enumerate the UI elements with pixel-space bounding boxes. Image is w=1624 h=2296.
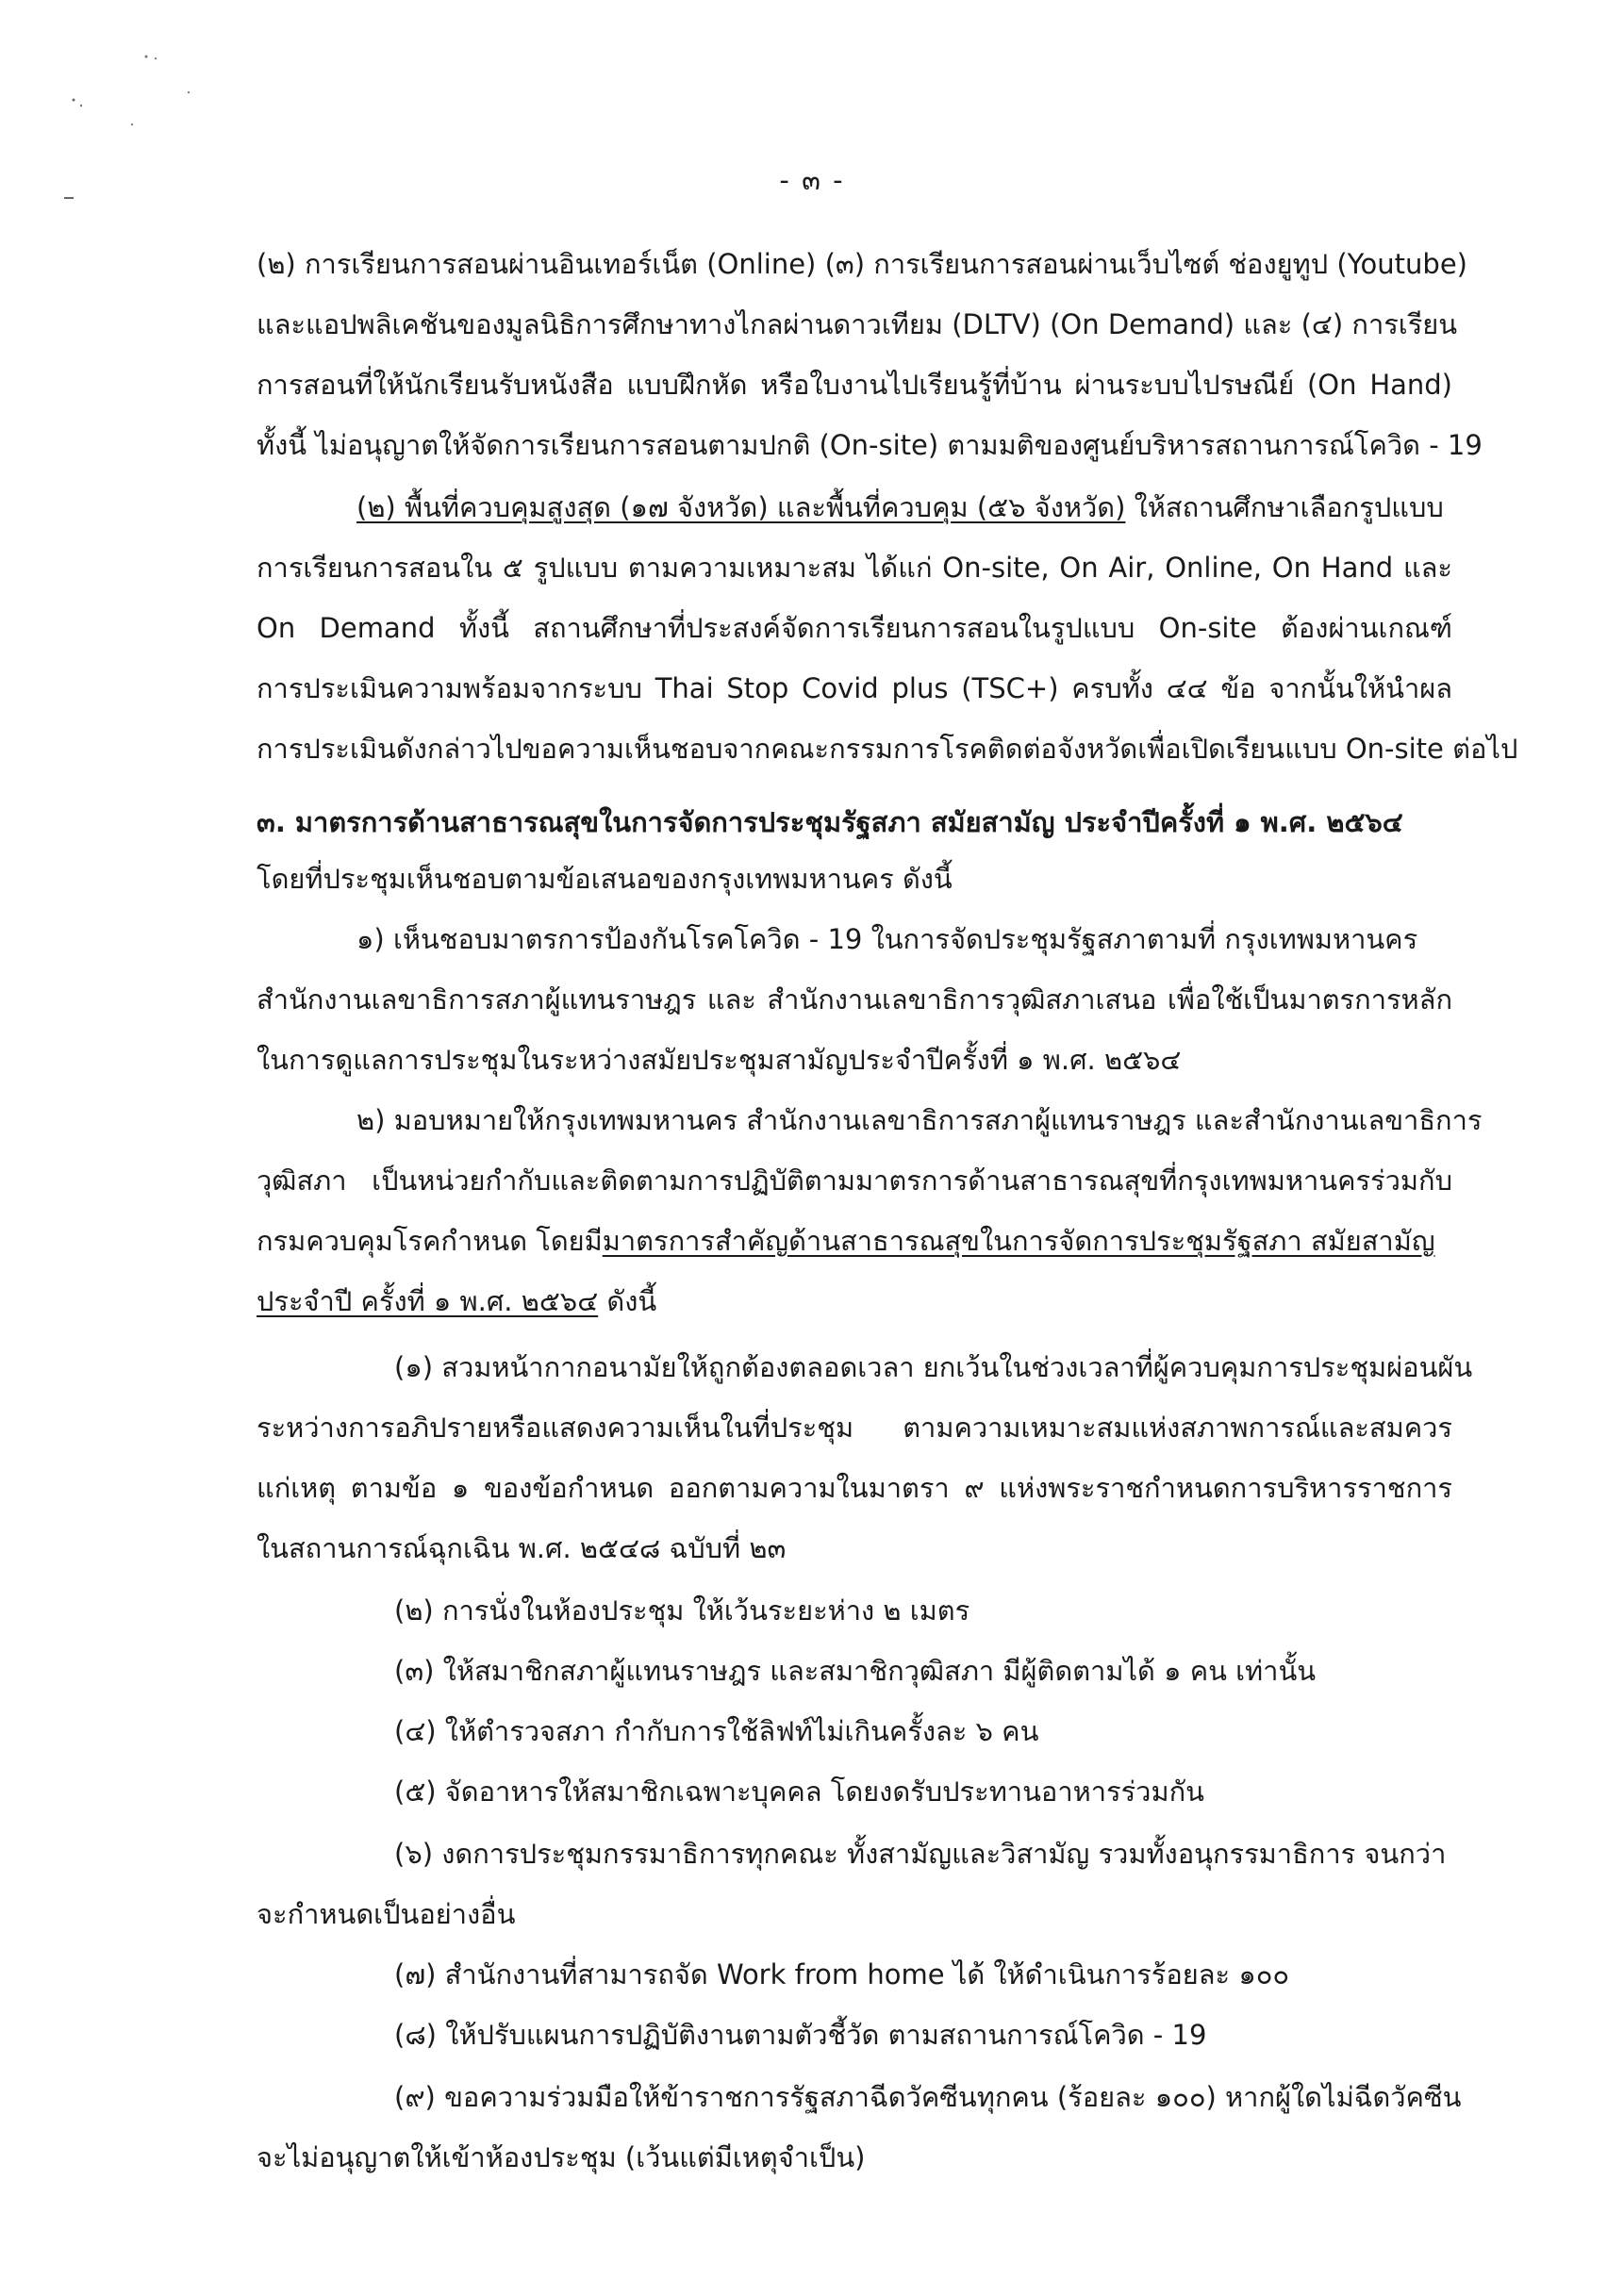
- list-item: (๒) การนั่งในห้องประชุม ให้เว้นระยะห่าง ๒ เมตร: [394, 1594, 970, 1627]
- text-line: ทั้งนี้ ไม่อนุญาตให้จัดการเรียนการสอนตามปกติ (On-site) ตามมติของศูนย์บริหารสถานการณ์โควิด - 19: [257, 429, 1483, 461]
- text-line: สำนักงานเลขาธิการสภาผู้แทนราษฎร และ สำนักงานเลขาธิการวุฒิสภาเสนอ เพื่อใช้เป็นมาตรการหลัก: [257, 983, 1452, 1016]
- text-line: แก่เหตุ ตามข้อ ๑ ของข้อกำหนด ออกตามความในมาตรา ๙ แห่งพระราชกำหนดการบริหารราชการ: [257, 1472, 1452, 1504]
- text-line: ในการดูแลการประชุมในระหว่างสมัยประชุมสามัญประจำปีครั้งที่ ๑ พ.ศ. ๒๕๖๔: [257, 1044, 1182, 1076]
- text-line: ระหว่างการอภิปรายหรือแสดงความเห็นในที่ประชุม ตามความเหมาะสมแห่งสภาพการณ์และสมควร: [257, 1412, 1452, 1444]
- underlined-text: มาตรการสำคัญด้านสาธารณสุขในการจัดการประชุมรัฐสภา สมัยสามัญ: [602, 1225, 1435, 1257]
- text-line: การประเมินความพร้อมจากระบบ Thai Stop Covid plus (TSC+) ครบทั้ง ๔๔ ข้อ จากนั้นให้นำผล: [257, 672, 1452, 704]
- text-line: การประเมินดังกล่าวไปขอความเห็นชอบจากคณะกรรมการโรคติดต่อจังหวัดเพื่อเปิดเรียนแบบ On-site ต่อไป: [257, 733, 1518, 765]
- text-line: โดยที่ประชุมเห็นชอบตามข้อเสนอของกรุงเทพมหานคร ดังนี้: [257, 863, 953, 895]
- text-line: จะไม่อนุญาตให้เข้าห้องประชุม (เว้นแต่มีเหตุจำเป็น): [257, 2141, 866, 2173]
- list-item: (๕) จัดอาหารให้สมาชิกเฉพาะบุคคล โดยงดรับประทานอาหารร่วมกัน: [394, 1776, 1204, 1808]
- list-item: (๑) สวมหน้ากากอนามัยให้ถูกต้องตลอดเวลา ยกเว้นในช่วงเวลาที่ผู้ควบคุมการประชุมผ่อนผัน: [394, 1351, 1473, 1383]
- text-span: ให้สถานศึกษาเลือกรูปแบบ: [1125, 491, 1444, 523]
- text-line: ๑) เห็นชอบมาตรการป้องกันโรคโควิด - 19 ในการจัดประชุมรัฐสภาตามที่ กรุงเทพมหานคร: [356, 923, 1418, 955]
- page-number: - ๓ -: [779, 164, 845, 196]
- text-line: วุฒิสภา เป็นหน่วยกำกับและติดตามการปฏิบัติตามมาตรการด้านสาธารณสุขที่กรุงเทพมหานครร่วมกับ: [257, 1165, 1452, 1197]
- list-item: (๖) งดการประชุมกรรมาธิการทุกคณะ ทั้งสามัญและวิสามัญ รวมทั้งอนุกรรมาธิการ จนกว่า: [394, 1838, 1447, 1870]
- text-span: กรมควบคุมโรคกำหนด โดยมี: [257, 1225, 603, 1257]
- text-line: ๒) มอบหมายให้กรุงเทพมหานคร สำนักงานเลขาธิการสภาผู้แทนราษฎร และสำนักงานเลขาธิการ: [356, 1104, 1483, 1136]
- text-line: [257, 1222, 1435, 1260]
- section-heading: ๓. มาตรการด้านสาธารณสุขในการจัดการประชุมรัฐสภา สมัยสามัญ ประจำปีครั้งที่ ๑ พ.ศ. ๒๕๖๔: [257, 806, 1403, 838]
- text-line: การสอนที่ให้นักเรียนรับหนังสือ แบบฝึกหัด หรือใบงานไปเรียนรู้ที่บ้าน ผ่านระบบไปรษณีย์ (On Hand): [257, 369, 1452, 401]
- text-line: ในสถานการณ์ฉุกเฉิน พ.ศ. ๒๕๔๘ ฉบับที่ ๒๓: [257, 1532, 787, 1564]
- text-span: ดังนี้: [598, 1285, 657, 1317]
- text-line: และแอปพลิเคชันของมูลนิธิการศึกษาทางไกลผ่านดาวเทียม (DLTV) (On Demand) และ (๔) การเรียน: [257, 308, 1458, 340]
- text-line: [356, 488, 1444, 526]
- text-line: จะกำหนดเป็นอย่างอื่น: [257, 1898, 516, 1930]
- list-item: (๔) ให้ตำรวจสภา กำกับการใช้ลิฟท์ไม่เกินครั้งละ ๖ คน: [394, 1715, 1039, 1747]
- underlined-text: ประจำปี ครั้งที่ ๑ พ.ศ. ๒๕๖๔: [257, 1285, 599, 1317]
- text-line: [257, 1282, 656, 1320]
- list-item: (๘) ให้ปรับแผนการปฏิบัติงานตามตัวชี้วัด ตามสถานการณ์โควิด - 19: [394, 2019, 1207, 2051]
- list-item: (๙) ขอความร่วมมือให้ข้าราชการรัฐสภาฉีดวัคซีนทุกคน (ร้อยละ ๑๐๐) หากผู้ใดไม่ฉีดวัคซีน: [394, 2081, 1462, 2113]
- text-line: การเรียนการสอนใน ๕ รูปแบบ ตามความเหมาะสม ได้แก่ On-site, On Air, Online, On Hand และ: [257, 552, 1452, 584]
- text-line: (๒) การเรียนการสอนผ่านอินเทอร์เน็ต (Online) (๓) การเรียนการสอนผ่านเว็บไซต์ ช่องยูทูป (Youtube): [257, 248, 1467, 280]
- list-item: (๗) สำนักงานที่สามารถจัด Work from home ได้ ให้ดำเนินการร้อยละ ๑๐๐: [394, 1958, 1290, 1990]
- list-item: (๓) ให้สมาชิกสภาผู้แทนราษฎร และสมาชิกวุฒิสภา มีผู้ติดตามได้ ๑ คน เท่านั้น: [394, 1655, 1317, 1687]
- underlined-text: (๒) พื้นที่ควบคุมสูงสุด (๑๗ จังหวัด) และพื้นที่ควบคุม (๕๖ จังหวัด): [356, 491, 1126, 523]
- text-line: On Demand ทั้งนี้ สถานศึกษาที่ประสงค์จัดการเรียนการสอนในรูปแบบ On-site ต้องผ่านเกณฑ์: [257, 612, 1452, 644]
